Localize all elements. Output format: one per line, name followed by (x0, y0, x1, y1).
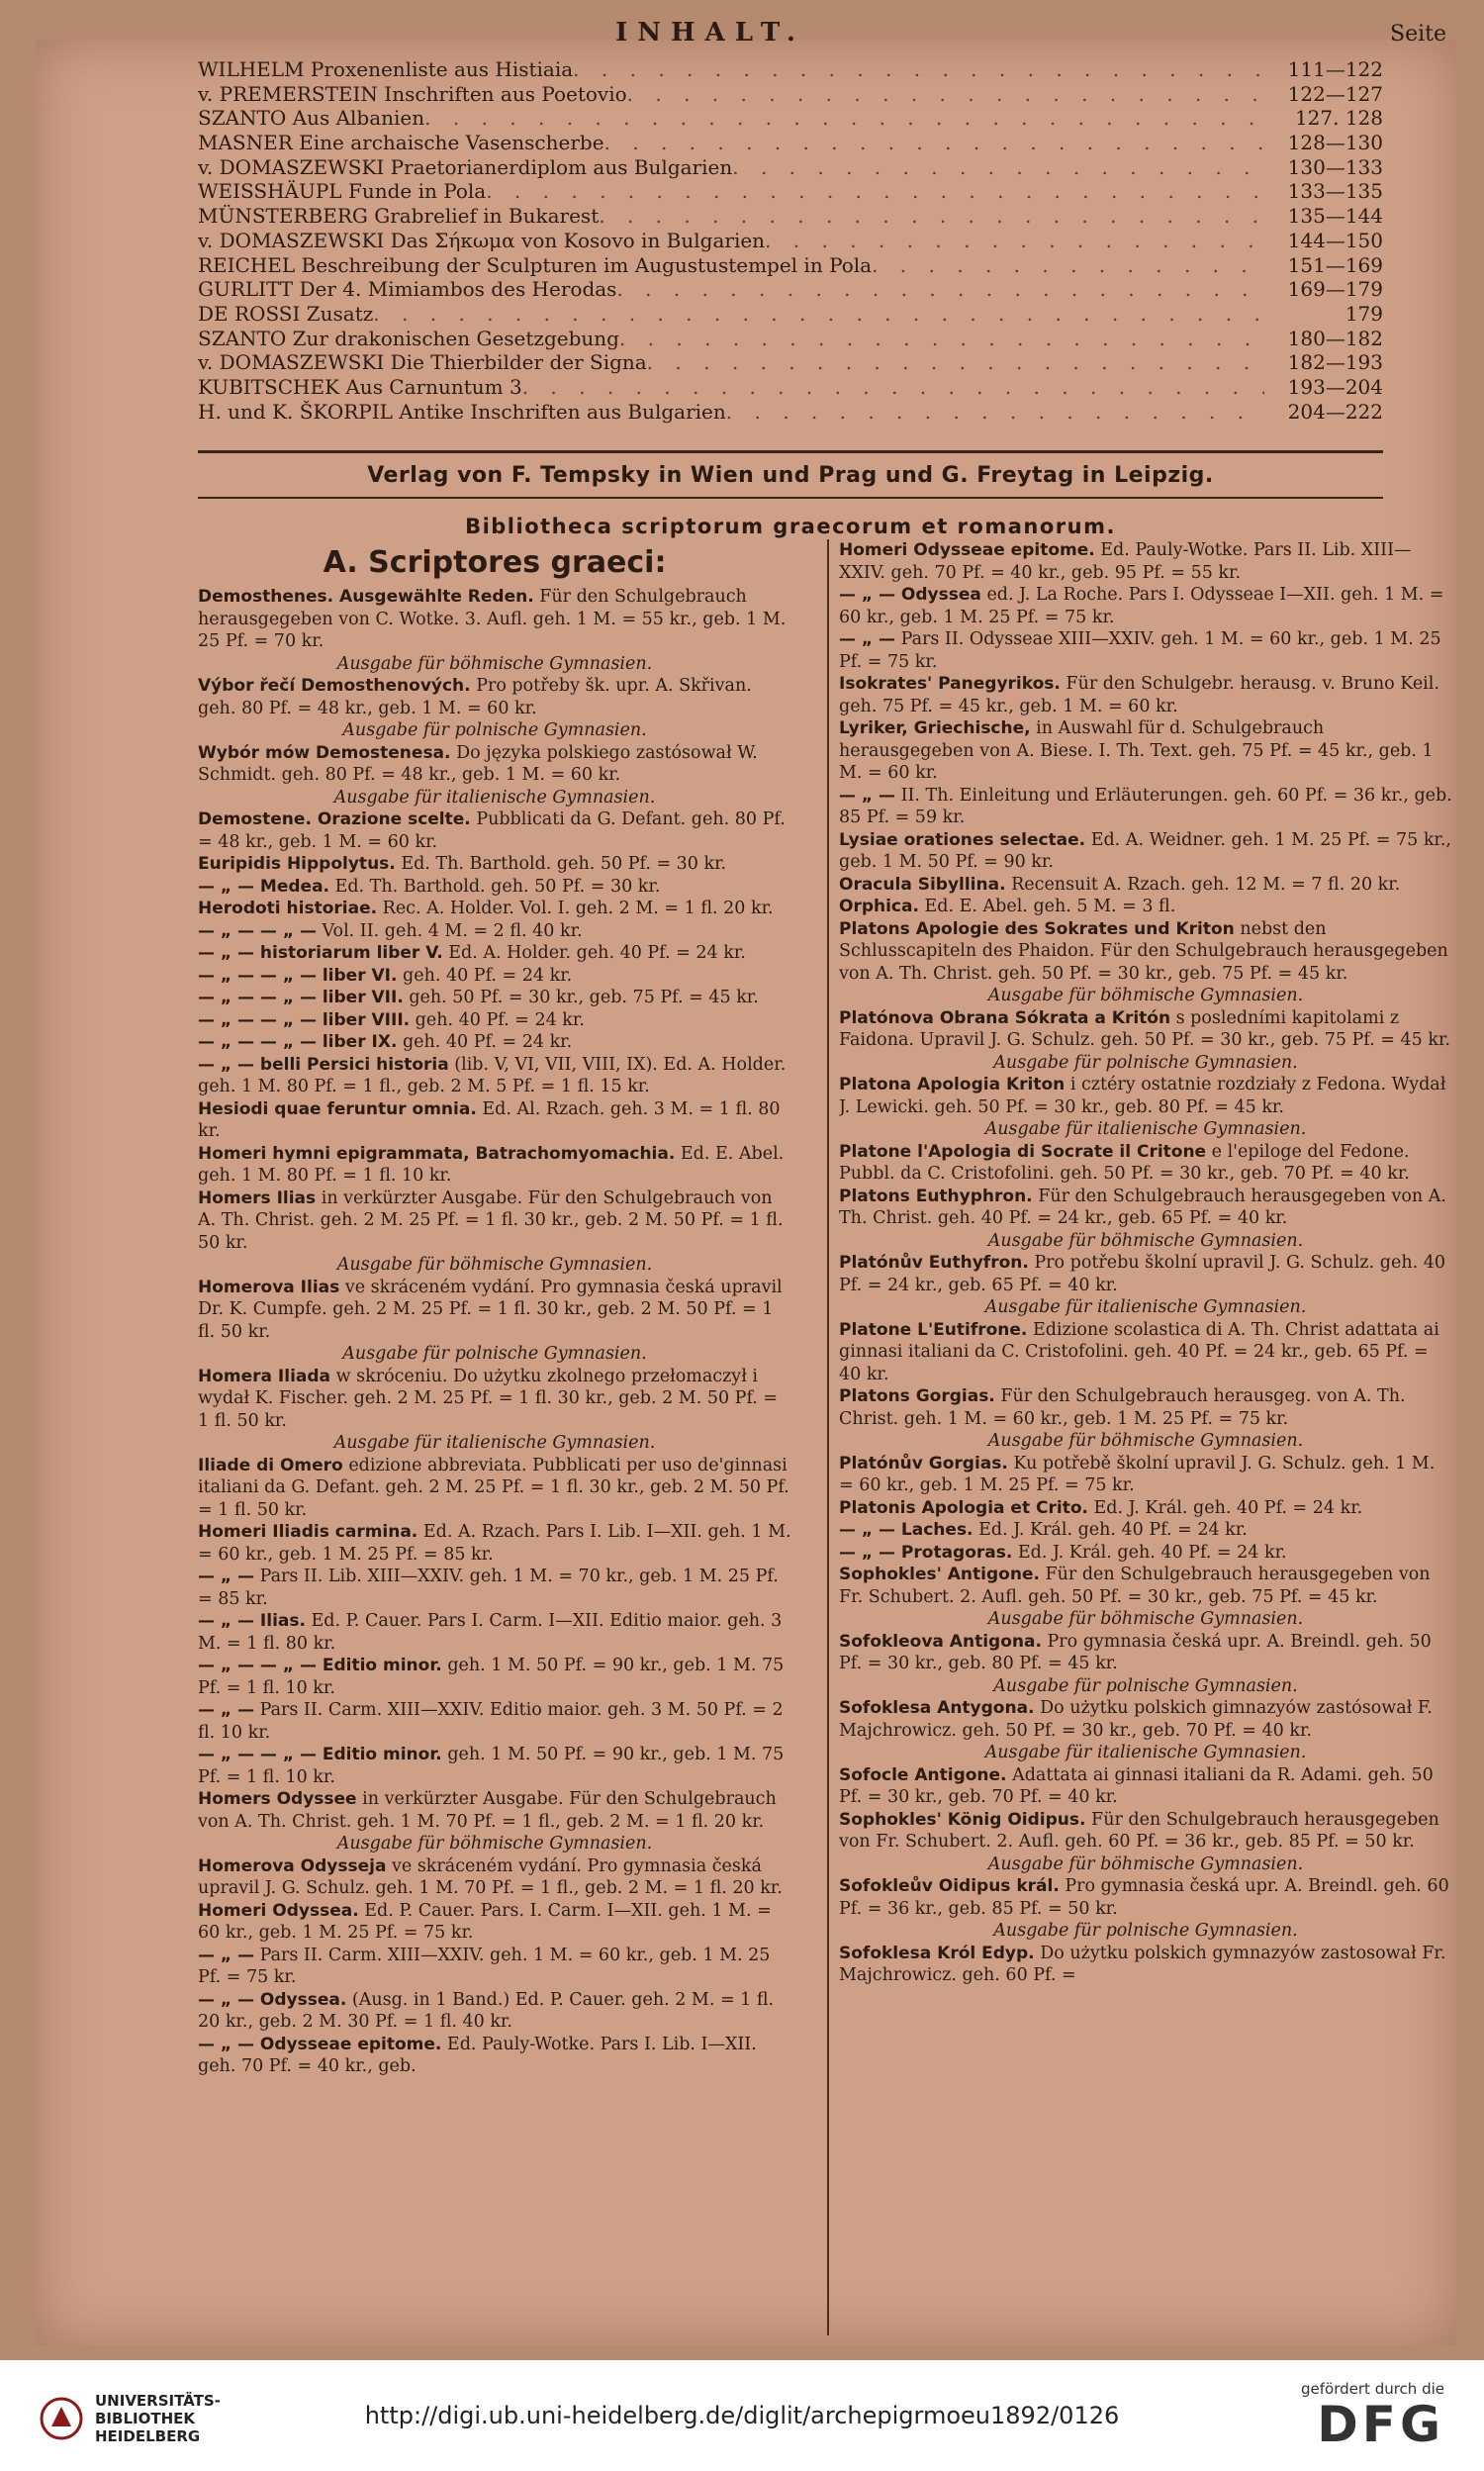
catalog-entry (198, 808, 791, 853)
catalog-entry (198, 1188, 791, 1255)
catalog-entry-title: Orphica. (839, 897, 919, 916)
toc-leader-dots (486, 179, 1264, 204)
catalog-entry-title: Homeri Iliadis carmina. (198, 1522, 418, 1542)
catalog-entry-title: Homeri hymni epigrammata, Batrachomyomachia. (198, 1143, 676, 1164)
catalog-entry-title: — „ — — „ — Editio minor. (198, 1745, 442, 1764)
toc-seite-label: Seite (1390, 22, 1446, 47)
catalog-entry (839, 673, 1452, 717)
catalog-entry-title: — „ — — „ — liber IX. (198, 1032, 398, 1052)
toc-leader-dots (765, 229, 1264, 253)
edition-subheading: Ausgabe für polnische Gymnasien. (993, 1921, 1298, 1941)
catalog-entry-details: Ed. Pauly-Wotke. Pars II. Lib. XIII—XXIV. geh. 70 Pf. = 40 kr., geb. 95 Pf. = 55 kr. (839, 540, 1412, 583)
catalog-entry-details: Edizione scolastica di A. Th. Christ adattata ai ginnasi italiani da C. Cristofolini. geh. 40 Pf. = 24 kr., geb. 65 Pf. = 40 kr. (839, 1319, 1439, 1384)
catalog-entry-title: — „ — (198, 1945, 255, 1965)
catalog-entry-title: — „ — — „ — liber VIII. (198, 1009, 411, 1030)
catalog-entry (839, 539, 1452, 584)
toc-entry (198, 229, 1383, 253)
catalog-entry-details: Ed. J. Král. geh. 40 Pf. = 24 kr. (973, 1520, 1248, 1540)
edition-subheading: Ausgabe für italienische Gymnasien. (984, 1297, 1307, 1317)
catalog-entry-title: Lyriker, Griechische, (839, 718, 1031, 738)
divider-rule (198, 497, 1383, 499)
catalog-entry (839, 1319, 1452, 1386)
catalog-entry-title: — „ — Odyssea. (198, 1989, 347, 2010)
catalog-entry (839, 1764, 1452, 1809)
catalog-entry-details: (Ausg. in 1 Band.) Ed. P. Cauer. geh. 2 M. = 1 fl. 20 kr., geb. 2 M. 30 Pf. = 1 fl. 40 kr. (198, 1989, 775, 2032)
left-column (198, 539, 791, 2335)
catalog-entry-title: Sofoklesa Król Edyp. (839, 1943, 1035, 1963)
catalog-entry (839, 1697, 1452, 1742)
catalog-entry-details: Ed. Th. Barthold. geh. 50 Pf. = 30 kr. (329, 876, 661, 897)
catalog-entry-title: Homerova Odysseja (198, 1855, 387, 1876)
toc-entry (198, 253, 1383, 278)
toc-leader-dots (604, 131, 1264, 155)
edition-subheading: Ausgabe für polnische Gymnasien. (342, 1344, 647, 1364)
toc-leader-dots (872, 253, 1264, 278)
catalog-entry-details: ed. J. La Roche. Pars I. Odysseae I—XII. geh. 1 M. = 60 kr., geb. 1 M. 25 Pf. = 75 kr. (839, 585, 1444, 627)
toc-leader-dots (732, 155, 1264, 180)
catalog-entry-title: Platónova Obrana Sókrata a Kritón (839, 1007, 1171, 1028)
toc-leader-dots (373, 302, 1264, 327)
catalog-entry-details: Pars II. Carm. XIII—XXIV. Editio maior. geh. 3 M. 50 Pf. = 2 fl. 10 kr. (198, 1700, 784, 1743)
toc-entry-pages: 133—135 (1287, 179, 1383, 204)
catalog-entry-details: Für den Schulgebr. herausg. v. Bruno Keil. geh. 75 Pf. = 45 kr., geb. 1 M. = 60 kr. (839, 674, 1439, 716)
edition-subheading: Ausgabe für böhmische Gymnasien. (987, 1230, 1304, 1251)
section-heading: A. Scriptores graeci: (323, 545, 667, 580)
edition-subheading: Ausgabe für böhmische Gymnasien. (987, 1609, 1304, 1629)
catalog-entry (839, 1453, 1452, 1497)
toc-entry (198, 57, 1383, 82)
catalog-entry-title: Homeri Odysseae epitome. (839, 540, 1095, 560)
catalog-entry-title: — „ — — „ — liber VI. (198, 965, 398, 986)
catalog-entry-details: Für den Schulgebrauch herausgeg. von A. Th. Christ. geh. 1 M. = 60 kr., geb. 1 M. 25 Pf. = 75 kr. (839, 1386, 1406, 1429)
column-divider (827, 539, 829, 2335)
catalog-entry (198, 1945, 791, 1989)
catalog-entry (839, 918, 1452, 986)
toc-entry-pages: 127. 128 (1294, 106, 1383, 131)
edition-subheading: Ausgabe für polnische Gymnasien. (993, 1052, 1298, 1073)
catalog-entry-title: — „ — — „ — Editio minor. (198, 1656, 442, 1675)
catalog-entry (198, 1455, 791, 1522)
catalog-entry-title: Wybór mów Demostenesa. (198, 742, 451, 763)
catalog-entry-details: Ed. P. Cauer. Pars. I. Carm. I—XII. geh. 1 M. = 60 kr., geb. 1 M. 25 Pf. = 75 kr. (198, 1900, 772, 1943)
toc-entry-title: SZANTO Zur drakonischen Gesetzgebung (198, 326, 619, 350)
catalog-entry (839, 1007, 1452, 1052)
toc-leader-dots (573, 57, 1264, 82)
toc-entry-title: WILHELM Proxenenliste aus Histiaia (198, 57, 574, 81)
catalog-entry-details: ve skráceném vydání. Pro gymnasia česká upravil Dr. K. Cumpfe. geh. 2 M. 25 Pf. = 1 fl. 30 kr., geb. 2 M. 50 Pf. = 1 fl. 50 kr. (198, 1277, 783, 1342)
catalog-entry-title: Sofokleův Oidipus král. (839, 1876, 1060, 1896)
toc-entry (198, 302, 1383, 327)
catalog-entry-title: — „ — Odysseae epitome. (198, 2034, 442, 2054)
catalog-entry-details: Pro gymnasia česká upr. A. Breindl. geh. 60 Pf. = 36 kr., geb. 85 Pf. = 50 kr. (839, 1876, 1449, 1919)
edition-subheading: Ausgabe für böhmische Gymnasien. (987, 986, 1304, 1005)
catalog-entry (839, 1809, 1452, 1853)
catalog-entry (198, 942, 791, 965)
catalog-entry-details: geh. 40 Pf. = 24 kr. (397, 1032, 573, 1052)
toc-entry-title: KUBITSCHEK Aus Carnuntum 3 (198, 374, 522, 399)
edition-subheading: Ausgabe für böhmische Gymnasien. (336, 1255, 653, 1275)
catalog-entry-title: — „ — (198, 1700, 255, 1720)
toc-entry-title: MASNER Eine archaische Vasenscherbe (198, 131, 604, 155)
catalog-entry-details: Rec. A. Holder. Vol. I. geh. 2 M. = 1 fl. 20 kr. (377, 899, 774, 918)
publisher-line: Verlag von F. Tempsky in Wien und Prag und G. Freytag in Leipzig. (367, 463, 1214, 488)
catalog-entry (198, 920, 791, 943)
catalog-entry (198, 1655, 791, 1699)
catalog-entry-title: Lysiae orationes selectae. (839, 829, 1086, 850)
catalog-entry-title: Demosthenes. Ausgewählte Reden. (198, 587, 534, 607)
catalog-entry (198, 1788, 791, 1833)
catalog-entry (839, 1141, 1452, 1186)
catalog-entry-details: Do użytku polskich gymnazyów zastosował Fr. Majchrowicz. geh. 60 Pf. = (839, 1943, 1446, 1985)
series-title: Bibliotheca scriptorum graecorum et romanorum. (465, 515, 1116, 538)
catalog-entry-title: Platons Gorgias. (839, 1386, 995, 1406)
toc-entry (198, 350, 1383, 375)
catalog-entry (198, 853, 791, 876)
catalog-entry (839, 1943, 1452, 1987)
catalog-entry-title: Sofokleova Antigona. (839, 1631, 1042, 1652)
catalog-entry-details: Für den Schulgebrauch herausgegeben von Fr. Schubert. 2. Aufl. geh. 50 Pf. = 30 kr., geb. 75 Pf. = 45 kr. (839, 1565, 1431, 1607)
catalog-entry (198, 876, 791, 899)
catalog-entry-details: geh. 1 M. 50 Pf. = 90 kr., geb. 1 M. 75 Pf. = 1 fl. 10 kr. (198, 1656, 785, 1698)
catalog-entry-details: Do użytku polskich gimnazyów zastósował F. Majchrowicz. geh. 50 Pf. = 30 kr., geb. 70 Pf. = 40 kr. (839, 1698, 1433, 1741)
catalog-entry-details: edizione abbreviata. Pubblicati per uso de'ginnasi italiani da G. Defant. geh. 2 M. 25 Pf. = 1 fl. 30 kr., geb. 2 M. 50 Pf. = 1 fl. 50 kr. (198, 1455, 789, 1520)
catalog-entry (198, 1143, 791, 1188)
catalog-entry-title: — „ — (839, 785, 896, 806)
catalog-entry-title: Platons Apologie des Sokrates und Kriton (839, 918, 1235, 939)
catalog-entry (839, 1497, 1452, 1520)
catalog-entry-title: Platone l'Apologia di Socrate il Critone (839, 1141, 1207, 1162)
toc-entry (198, 131, 1383, 155)
catalog-entry-title: Hesiodi quae feruntur omnia. (198, 1098, 477, 1119)
toc-entry-title: v. DOMASZEWSKI Die Thierbilder der Signa (198, 350, 647, 375)
catalog-entry-details: geh. 40 Pf. = 24 kr. (410, 1009, 585, 1030)
toc-entry-title: v. PREMERSTEIN Inschriften aus Poetovio (198, 81, 627, 106)
catalog-entry-title: Platone L'Eutifrone. (839, 1319, 1028, 1340)
catalog-entry-title: Euripidis Hippolytus. (198, 854, 396, 874)
catalog-entry-details: Adattata ai ginnasi italiani da R. Adami. geh. 50 Pf. = 30 kr., geb. 70 Pf. = 40 kr. (839, 1764, 1434, 1807)
catalog-entry-title: Platónův Gorgias. (839, 1453, 1008, 1473)
edition-subheading: Ausgabe für böhmische Gymnasien. (336, 653, 653, 674)
catalog-entry-details: Ed. Pauly-Wotke. Pars I. Lib. I—XII. geh. 70 Pf. = 40 kr., geb. (198, 2034, 757, 2076)
source-url-link[interactable]: http://digi.ub.uni-heidelberg.de/diglit/archepigrmoeu1892/0126 (364, 2402, 1120, 2429)
catalog-entry-title: Homers Ilias (198, 1188, 317, 1208)
catalog-entry-title: — „ — Ilias. (198, 1611, 306, 1631)
catalog-entry-details: ve skráceném vydání. Pro gymnasia česká upravil J. G. Schulz. geh. 1 M. 70 Pf. = 1 fl., geb. 2 M. = 1 fl. 20 kr. (198, 1855, 783, 1898)
toc-entry-pages: 180—182 (1287, 326, 1383, 350)
catalog-entry (839, 896, 1452, 918)
catalog-entry (198, 2034, 791, 2078)
catalog-entry-details: e l'epiloge del Fedone. Pubbl. da C. Cristofolini. geh. 50 Pf. = 30 kr., geb. 70 Pf. = 40 kr. (839, 1141, 1410, 1184)
catalog-entry-details: Ed. E. Abel. geh. 5 M. = 3 fl. (918, 897, 1176, 916)
catalog-entry-title: Oracula Sibyllina. (839, 874, 1006, 895)
catalog-entry (198, 1610, 791, 1655)
catalog-entry (839, 1074, 1452, 1118)
toc-entry-title: SZANTO Aus Albanien (198, 106, 425, 131)
edition-subheading: Ausgabe für italienische Gymnasien. (333, 1433, 656, 1453)
catalog-entry-title: Homers Odyssee (198, 1789, 357, 1809)
catalog-entry (198, 1699, 791, 1744)
catalog-entry (198, 965, 791, 988)
catalog-entry-title: Platónův Euthyfron. (839, 1253, 1029, 1273)
divider-rule (198, 450, 1383, 453)
catalog-entry (198, 586, 791, 653)
catalog-entry-details: Ed. Al. Rzach. geh. 3 M. = 1 fl. 80 kr. (198, 1098, 781, 1141)
toc-entry-pages: 135—144 (1287, 204, 1383, 229)
catalog-entry-title: — „ — Laches. (839, 1520, 974, 1540)
catalog-entry-details: Do języka polskiego zastósował W. Schmidt. geh. 80 Pf. = 48 kr., geb. 1 M. = 60 kr. (198, 742, 758, 785)
catalog-entry-details: Für den Schulgebrauch herausgegeben von A. Th. Christ. geh. 40 Pf. = 24 kr., geb. 65 Pf. = 40 kr. (839, 1186, 1446, 1228)
toc-entry (198, 400, 1383, 425)
catalog-entry-details: geh. 40 Pf. = 24 kr. (397, 965, 573, 986)
toc-entry (198, 82, 1383, 107)
library-name-line: UNIVERSITÄTS- (95, 2392, 221, 2410)
toc-title: INHALT. (615, 18, 805, 48)
toc-entry (198, 106, 1383, 131)
toc-entry-title: H. und K. ŠKORPIL Antike Inschriften aus Bulgarien (198, 399, 726, 424)
catalog-entry-title: — „ — Medea. (198, 876, 330, 897)
catalog-entry (198, 1098, 791, 1143)
toc-leader-dots (522, 375, 1264, 400)
toc-entry-title: DE ROSSI Zusatz (198, 301, 374, 326)
catalog-entry-title: Sophokles' Antigone. (839, 1565, 1040, 1584)
catalog-entry-details: Pro potřebu školní upravil J. G. Schulz. geh. 40 Pf. = 24 kr., geb. 65 Pf. = 40 kr. (839, 1253, 1445, 1295)
catalog-entry-title: Výbor řečí Demosthenových. (198, 676, 471, 696)
edition-subheading: Ausgabe für böhmische Gymnasien. (987, 1431, 1304, 1451)
toc-leader-dots (599, 204, 1264, 229)
catalog-entry-title: Sofoklesa Antygona. (839, 1698, 1035, 1718)
catalog-entry-details: Ed. J. Král. geh. 40 Pf. = 24 kr. (1012, 1542, 1287, 1563)
catalog-entry-title: Platons Euthyphron. (839, 1186, 1033, 1206)
toc-leader-dots (647, 350, 1264, 375)
catalog-entry-details: Pro gymnasia česká upr. A. Breindl. geh. 50 Pf. = 30 kr., geb. 80 Pf. = 45 kr. (839, 1631, 1432, 1673)
catalog-entry-details: in Auswahl für d. Schulgebrauch herausgegeben von A. Biese. I. Th. Text. geh. 75 Pf. = 45 kr., geb. 1 M. = 60 kr. (839, 718, 1434, 783)
catalog-entry (839, 1186, 1452, 1230)
catalog-entry (839, 584, 1452, 628)
catalog-entry-details: Pubblicati da G. Defant. geh. 80 Pf. = 48 kr., geb. 1 M. = 60 kr. (198, 809, 786, 852)
catalog-entry-title: Herodoti historiae. (198, 899, 378, 918)
catalog-entry-details: i cztéry ostatnie rozdziały z Fedona. Wydał J. Lewicki. geh. 50 Pf. = 30 kr., geb. 80 Pf. = 45 kr. (839, 1075, 1446, 1117)
catalog-entry-details: Recensuit A. Rzach. geh. 12 M. = 7 fl. 20 kr. (1005, 874, 1401, 895)
catalog-entry-details: Ku potřebě školní upravil J. G. Schulz. geh. 1 M. = 60 kr., geb. 1 M. 25 Pf. = 75 kr. (839, 1453, 1436, 1495)
library-name-line: HEIDELBERG (95, 2427, 201, 2445)
toc-entry-pages: 151—169 (1287, 252, 1383, 277)
edition-subheading: Ausgabe für italienische Gymnasien. (984, 1743, 1307, 1762)
catalog-entry (839, 1875, 1452, 1920)
toc-entry-pages: 204—222 (1287, 399, 1383, 424)
catalog-entry-title: — „ — belli Persici historia (198, 1054, 449, 1075)
catalog-entry (839, 785, 1452, 829)
catalog-entry-title: — „ — (198, 1567, 255, 1586)
catalog-entry (198, 742, 791, 787)
catalog-entry-title: — „ — historiarum liber V. (198, 943, 443, 963)
toc-leader-dots (616, 277, 1264, 302)
toc-entry-pages: 193—204 (1287, 374, 1383, 399)
catalog-entry (198, 1054, 791, 1098)
catalog-entry (839, 717, 1452, 785)
catalog-entry (839, 628, 1452, 673)
catalog-entry-title: Platona Apologia Kriton (839, 1075, 1066, 1094)
toc-entry (198, 375, 1383, 400)
toc-leader-dots (726, 400, 1264, 425)
catalog-entry-details: Ed. J. Král. geh. 40 Pf. = 24 kr. (1087, 1497, 1363, 1518)
toc-leader-dots (627, 82, 1264, 107)
catalog-entry-details: s posledními kapitolami z Faidona. Upravil J. G. Schulz. geh. 50 Pf. = 30 kr., geb. 75 Pf. = 45 kr. (839, 1007, 1450, 1050)
catalog-entry-details: nebst den Schlusscapiteln des Phaidon. Für den Schulgebrauch herausgegeben von A. Th. Christ. geh. 50 Pf. = 30 kr., geb. 75 Pf. = 45 kr. (839, 918, 1448, 984)
catalog-entry (839, 874, 1452, 897)
catalog-entry-details: geh. 50 Pf. = 30 kr., geb. 75 Pf. = 45 kr. (403, 988, 759, 1007)
catalog-entry-details: Ed. A. Holder. geh. 40 Pf. = 24 kr. (442, 943, 746, 963)
toc-entry (198, 179, 1383, 204)
dfg-logo[interactable] (1301, 2380, 1444, 2451)
catalog-entry-details: Für den Schulgebrauch herausgegeben von C. Wotke. 3. Aufl. geh. 1 M. = 55 kr., geb. 1 M. 25 Pf. = 70 kr. (198, 587, 787, 651)
catalog-entry-details: geh. 1 M. 50 Pf. = 90 kr., geb. 1 M. 75 Pf. = 1 fl. 10 kr. (198, 1745, 785, 1787)
toc-entry (198, 204, 1383, 229)
footer-bar (0, 2360, 1484, 2471)
catalog-entry (198, 1009, 791, 1032)
catalog-entry-title: — „ — (839, 629, 896, 649)
catalog-entry-details: Pars II. Odysseae XIII—XXIV. geh. 1 M. = 60 kr., geb. 1 M. 25 Pf. = 75 kr. (839, 629, 1441, 672)
catalog-entry-details: in verkürzter Ausgabe. Für den Schulgebrauch von A. Th. Christ. geh. 1 M. 70 Pf. = 1 fl., geb. 2 M. = 1 fl. 20 kr. (198, 1789, 777, 1832)
edition-subheading: Ausgabe für böhmische Gymnasien. (987, 1853, 1304, 1874)
edition-subheading: Ausgabe für italienische Gymnasien. (333, 787, 656, 808)
toc-entry-pages: 130—133 (1287, 154, 1383, 179)
toc-entry (198, 327, 1383, 351)
catalog-entry (839, 1385, 1452, 1430)
catalog-entry (198, 1900, 791, 1945)
catalog-entry (839, 1631, 1452, 1675)
catalog-entry-title: — „ — — „ — (198, 920, 317, 941)
catalog-entry-title: Sofocle Antigone. (839, 1764, 1007, 1785)
toc-entry-title: v. DOMASZEWSKI Das Σήκωμα von Kosovo in Bulgarien (198, 228, 766, 252)
catalog-entry (198, 1566, 791, 1610)
catalog-entry (198, 1031, 791, 1054)
catalog-entry-title: Homeri Odyssea. (198, 1900, 359, 1921)
catalog-entry-title: Iliade di Omero (198, 1455, 343, 1475)
catalog-entry (198, 675, 791, 719)
catalog-entry (198, 898, 791, 920)
catalog-entry-details: Pro potřeby šk. upr. A. Skřivan. geh. 80 Pf. = 48 kr., geb. 1 M. = 60 kr. (198, 676, 752, 718)
toc-entry-title: MÜNSTERBERG Grabrelief in Bukarest (198, 204, 600, 229)
catalog-entry-title: — „ — Protagoras. (839, 1542, 1013, 1563)
catalog-entry-details: II. Th. Einleitung und Erläuterungen. geh. 60 Pf. = 36 kr., geb. 85 Pf. = 59 kr. (839, 785, 1452, 827)
funded-by-text: gefördert durch die (1301, 2380, 1444, 2398)
toc-entry-title: v. DOMASZEWSKI Praetorianerdiplom aus Bulgarien (198, 154, 733, 179)
catalog-entry-title: Homera Iliada (198, 1366, 331, 1386)
toc-entry-pages: 169—179 (1287, 277, 1383, 302)
library-name-line: BIBLIOTHEK (95, 2410, 195, 2427)
toc-leader-dots (619, 327, 1264, 351)
catalog-entry-details: in verkürzter Ausgabe. Für den Schulgebrauch von A. Th. Christ. geh. 2 M. 25 Pf. = 1 fl. 30 kr., geb. 2 M. 50 Pf. = 1 fl. 50 kr. (198, 1188, 784, 1253)
catalog-entry-details: Pars II. Lib. XIII—XXIV. geh. 1 M. = 70 kr., geb. 1 M. 25 Pf. = 85 kr. (198, 1567, 779, 1609)
toc-leader-dots (424, 106, 1264, 131)
catalog-entry-details: Vol. II. geh. 4 M. = 2 fl. 40 kr. (316, 920, 583, 941)
catalog-entry-title: Sophokles' König Oidipus. (839, 1809, 1086, 1830)
catalog-entry-title: Homerova Ilias (198, 1277, 340, 1297)
catalog-entry-title: Demostene. Orazione scelte. (198, 809, 471, 829)
right-column (839, 539, 1452, 2335)
toc-entry-pages: 128—130 (1287, 131, 1383, 155)
catalog-entry-details: Ed. E. Abel. geh. 1 M. 80 Pf. = 1 fl. 10 kr. (198, 1143, 785, 1186)
edition-subheading: Ausgabe für italienische Gymnasien. (984, 1119, 1307, 1139)
catalog-entry (198, 1855, 791, 1900)
catalog-entry (198, 987, 791, 1009)
catalog-entry-details: w skróceniu. Do użytku zkolnego przełomaczył i wydał K. Fischer. geh. 2 M. 25 Pf. = 1 fl. 30 kr., geb. 2 M. 50 Pf. = 1 fl. 50 kr. (198, 1366, 779, 1431)
catalog-entry-details: Für den Schulgebrauch herausgegeben von Fr. Schubert. 2. Aufl. geh. 60 Pf. = 36 kr., geb. 85 Pf. = 50 kr. (839, 1809, 1439, 1852)
catalog-entry-title: — „ — — „ — liber VII. (198, 988, 404, 1007)
toc-entry (198, 277, 1383, 302)
catalog-entry-details: Ed. P. Cauer. Pars I. Carm. I—XII. Editio maior. geh. 3 M. = 1 fl. 80 kr. (198, 1611, 783, 1654)
toc-entry-title: WEISSHÄUPL Funde in Pola (198, 179, 487, 204)
edition-subheading: Ausgabe für polnische Gymnasien. (993, 1675, 1298, 1696)
edition-subheading: Ausgabe für böhmische Gymnasien. (336, 1834, 653, 1853)
catalog-entry-title: — „ — Odyssea (839, 585, 981, 605)
catalog-entry-details: (lib. V, VI, VII, VIII, IX). Ed. A. Holder. geh. 1 M. 80 Pf. = 1 fl., geb. 2 M. 5 Pf. = 1 fl. 15 kr. (198, 1054, 787, 1096)
toc-entry-pages: 144—150 (1287, 228, 1383, 252)
catalog-entry (198, 1366, 791, 1433)
toc-entry (198, 155, 1383, 180)
catalog-entry (839, 1252, 1452, 1296)
catalog-entry-details: Ed. A. Weidner. geh. 1 M. 25 Pf. = 75 kr., geb. 1 M. 50 Pf. = 90 kr. (839, 829, 1451, 872)
catalog-entry-title: Platonis Apologia et Crito. (839, 1497, 1088, 1518)
toc-entry-pages: 111—122 (1287, 57, 1383, 81)
toc-entry-pages: 179 (1345, 301, 1383, 326)
catalog-entry-details: Pars II. Carm. XIII—XXIV. geh. 1 M. = 60 kr., geb. 1 M. 25 Pf. = 75 kr. (198, 1945, 771, 1987)
catalog-entry (198, 1277, 791, 1344)
catalog-entry (839, 1542, 1452, 1565)
catalog-entry (839, 1564, 1452, 1608)
toc-entry-pages: 122—127 (1287, 81, 1383, 106)
toc-entry-pages: 182—193 (1287, 350, 1383, 375)
catalog-entry (198, 1989, 791, 2034)
catalog-entry-title: Isokrates' Panegyrikos. (839, 674, 1061, 694)
dfg-wordmark: DFG (1317, 2396, 1444, 2453)
edition-subheading: Ausgabe für polnische Gymnasien. (342, 720, 647, 740)
catalog-entry-details: Ed. Th. Barthold. geh. 50 Pf. = 30 kr. (395, 854, 727, 874)
catalog-entry (198, 1744, 791, 1788)
toc-entry-title: REICHEL Beschreibung der Sculpturen im Augustustempel in Pola (198, 252, 873, 277)
toc-entry-title: GURLITT Der 4. Mimiambos des Herodas (198, 277, 617, 302)
table-of-contents (198, 57, 1383, 424)
catalog-entry (839, 1519, 1452, 1542)
catalog-entry-details: Ed. A. Rzach. Pars I. Lib. I—XII. geh. 1 M. = 60 kr., geb. 1 M. 25 Pf. = 85 kr. (198, 1522, 791, 1565)
catalog-entry (198, 1521, 791, 1566)
catalog-entry (839, 829, 1452, 874)
